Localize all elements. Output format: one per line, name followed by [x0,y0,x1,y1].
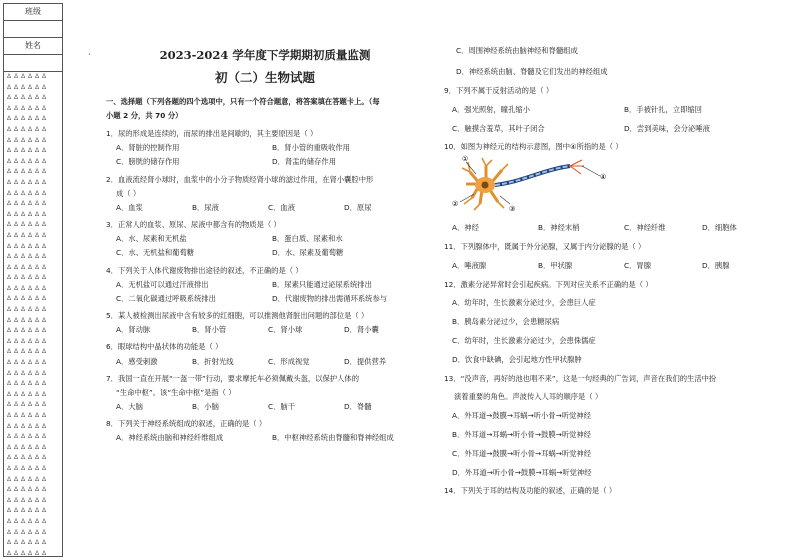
class-field[interactable] [4,21,62,38]
option-d: D．肾盂的储存作用 [272,157,336,167]
option-a: A．大脑 [116,402,143,411]
option-d: D．细胞体 [702,223,737,233]
figure-label-4: ④ [600,173,607,181]
binding-margin [3,3,63,557]
option-c: C．脑干 [268,402,295,411]
decorative-dot: • [88,52,91,58]
question-stem: 成（ ） [116,188,141,198]
cut-line-marks: Δ Δ Δ Δ Δ Δ Δ Δ Δ Δ Δ Δ Δ Δ Δ Δ Δ Δ Δ Δ Δ Δ Δ Δ Δ Δ Δ Δ Δ Δ Δ Δ Δ Δ Δ Δ Δ Δ Δ Δ Δ Δ Δ Δ Δ Δ Δ Δ Δ Δ Δ Δ Δ Δ Δ Δ Δ Δ Δ Δ Δ Δ Δ Δ Δ Δ Δ Δ Δ Δ Δ Δ Δ Δ Δ Δ Δ Δ Δ Δ Δ Δ Δ Δ Δ Δ Δ Δ Δ Δ Δ Δ Δ Δ Δ Δ Δ Δ Δ Δ Δ Δ Δ Δ Δ Δ Δ Δ Δ Δ Δ Δ Δ Δ Δ Δ Δ Δ Δ Δ Δ Δ Δ Δ Δ Δ Δ Δ Δ Δ Δ Δ Δ Δ Δ Δ Δ Δ Δ Δ Δ Δ Δ Δ Δ Δ Δ Δ Δ Δ Δ Δ Δ Δ Δ Δ Δ Δ Δ Δ Δ Δ Δ Δ Δ Δ Δ Δ Δ Δ Δ Δ Δ Δ Δ Δ Δ Δ Δ Δ Δ Δ Δ Δ Δ Δ Δ Δ Δ Δ Δ Δ Δ Δ Δ Δ Δ Δ Δ Δ Δ Δ Δ Δ Δ Δ Δ Δ Δ Δ Δ Δ Δ Δ Δ Δ Δ Δ Δ Δ Δ Δ Δ Δ Δ Δ Δ Δ Δ Δ Δ Δ Δ Δ Δ Δ Δ Δ Δ Δ Δ Δ Δ Δ Δ Δ Δ Δ Δ Δ Δ Δ Δ Δ Δ Δ Δ Δ Δ Δ Δ Δ Δ Δ Δ Δ Δ Δ Δ Δ Δ Δ Δ Δ Δ Δ [7,73,47,557]
option-d: D．尝到美味，会分泌唾液 [624,123,710,133]
option-a: A．水、尿素和无机盐 [116,234,187,244]
name-field[interactable] [4,55,62,72]
option-a: A．外耳道→鼓膜→耳蜗→听小骨→听觉神经 [452,411,591,421]
option-b: B．折射光线 [192,356,234,366]
option-c: C．二氧化碳通过呼吸系统排出 [116,293,216,303]
section-heading: 一、选择题（下列各题的四个选项中，只有一个符合题意，将答案填在答题卡上。（每 [106,97,380,106]
option-a: A．神经系统由脑和神经纤维组成 [116,433,224,443]
option-a: A．肾脏的控制作用 [116,143,180,153]
option-b: B．尿液 [192,202,219,212]
option-a: A．强光照射，瞳孔缩小 [452,104,530,114]
option-d: D．水、尿素及葡萄糖 [272,248,344,258]
question-stem: 5．某人被检测出尿液中含有较多的红细胞，可以推测他肾脏出问题的部位是（ ） [106,311,369,320]
neuron-terminal [570,160,584,174]
question-stem: 8．下列关于神经系统组成的叙述，正确的是（ ） [106,419,267,429]
class-label: 班级 [4,4,62,21]
option-a: A．肾动脉 [116,325,151,335]
name-label: 姓名 [4,38,62,55]
question-stem: 9．下列不属于反射活动的是（ ） [444,86,554,95]
option-d: D．脊髓 [344,402,372,411]
option-c: C．胃腺 [624,260,651,270]
option-d: D．饮食中缺碘，会引起地方性甲状腺肿 [452,354,582,364]
question-stem: 演着重要的角色。声波传入人耳的顺序是（ ） [454,392,603,402]
option-c: C．血液 [268,202,295,212]
neuron-axon [495,166,570,185]
question-stem: 11．下列腺体中，既属于外分泌腺，又属于内分泌腺的是（ ） [444,242,646,251]
exam-subtitle: 初（二）生物试题 [214,70,315,85]
neuron-diagram [452,152,622,214]
option-a: A．神经 [452,223,479,233]
option-c: C．神经纤维 [624,223,666,233]
question-stem: 10．如图为神经元的结构示意图，图中④所指的是（ ） [444,142,623,152]
option-b: B．尿素只能通过泌尿系统排出 [272,279,372,289]
question-stem: 4．下列关于人体代谢废物排出途径的叙述，不正确的是（ ） [106,265,303,275]
option-a: A．血浆 [116,202,143,212]
option-a: A．无机盐可以通过汗液排出 [116,279,209,289]
option-b: B．神经末梢 [538,223,580,233]
option-d: D．代谢废物的排出需循环系统参与 [272,293,388,303]
option-b: B．手被针扎，立即缩回 [624,104,702,114]
question-stem: 6．眼球结构中晶状体的功能是（ ） [106,342,223,352]
option-b: B．甲状腺 [538,260,573,270]
figure-label-1: ① [462,155,469,163]
option-a: A．幼年时，生长激素分泌过少，会患巨人症 [452,298,596,308]
option-c: C．膀胱的储存作用 [116,157,180,167]
figure-label-2: ② [452,200,459,208]
option-b: B．肾小管 [192,325,227,335]
option-d: D．原尿 [344,202,372,212]
option-d: D．胰腺 [702,260,730,270]
question-stem: 14．下列关于耳的结构及功能的叙述，正确的是（ ） [444,486,617,496]
option-c: C．周围神经系统由脑神经和脊髓组成 [456,46,578,55]
option-c: C．幼年时，生长激素分泌过少，会患侏儒症 [452,336,596,345]
option-d: D．外耳道→听小骨→鼓膜→耳蜗→听觉神经 [452,467,592,477]
option-b: B．胰岛素分泌过少，会患糖尿病 [452,317,560,327]
option-c: C．触摸含羞草，其叶子闭合 [452,123,545,133]
option-c: C．形成视觉 [268,356,310,366]
option-b: B．外耳道→耳蜗→听小骨→鼓膜→听觉神经 [452,430,591,439]
exam-title: 2023-2024 学年度下学期期初质量监测 [159,48,371,62]
section-heading-cont: 小题 2 分，共 70 分） [106,111,183,120]
option-c: C．水、无机盐和葡萄糖 [116,248,195,258]
option-b: B．小脑 [192,402,219,411]
option-d: D．神经系统由脑、脊髓及它们发出的神经组成 [456,67,608,76]
option-d: D．肾小囊 [344,325,379,335]
option-b: B．肾小管的重吸收作用 [272,143,350,153]
option-a: A．唾液腺 [452,260,487,270]
question-stem: 3．正常人的血浆、原尿、尿液中都含有的物质是（ ） [106,220,281,229]
option-b: B．蛋白质、尿素和水 [272,234,343,244]
figure-label-3: ③ [509,205,516,213]
question-stem: 12．激素分泌异常时会引起疾病。下列对应关系不正确的是（ ） [444,279,653,289]
question-stem: “生命中枢”。该“生命中枢”是指（ ） [116,387,236,397]
question-stem: 13．“没声音，再好的池也唱不来”，这是一句经典的广告词，声音在我们的生活中扮 [444,373,717,383]
question-stem: 1．尿的形成是连续的，而尿的排出是间歇的，其主要原因是（ ） [106,129,318,138]
option-b: B．中枢神经系统由脊髓和脊神经组成 [272,433,394,443]
option-c: C．外耳道→鼓膜→听小骨→耳蜗→听觉神经 [452,448,592,458]
question-stem: 2．血液流经肾小球时，血浆中的小分子物质经肾小球的滤过作用，在肾小囊腔中形 [106,174,374,184]
question-stem: 7．我国一直在开展“一盔一带”行动，要求摩托车必须佩戴头盔，以保护人体的 [106,373,359,383]
option-c: C．肾小球 [268,325,303,335]
option-a: A．感受刺激 [116,356,158,366]
option-d: D．提供营养 [344,356,387,366]
